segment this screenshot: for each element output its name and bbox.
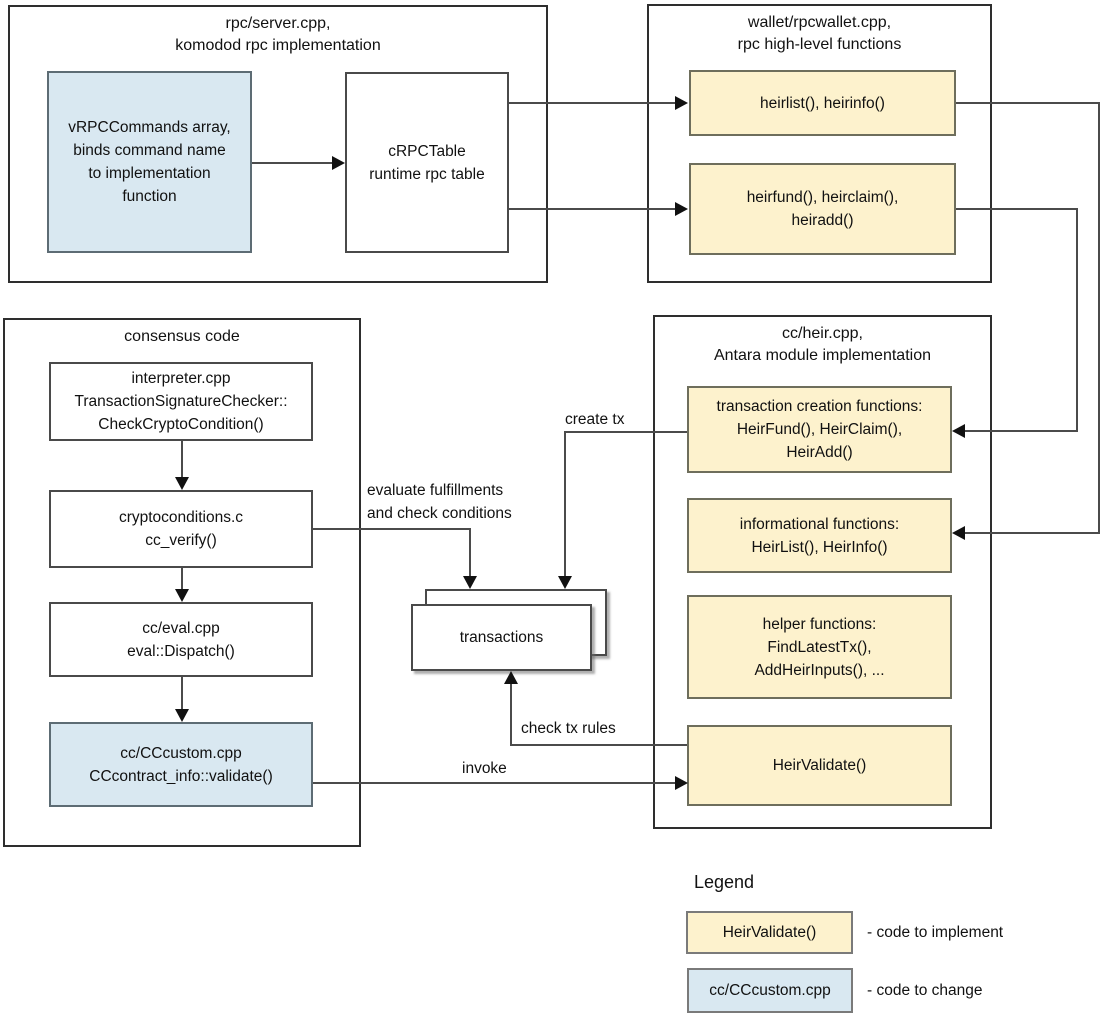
edge-label-evaluate — [367, 479, 512, 525]
tx-creation-box — [687, 386, 952, 473]
box-line: TransactionSignatureChecker:: — [74, 393, 288, 410]
vrpc-commands-box — [47, 71, 252, 253]
arrowhead-icon — [175, 709, 189, 722]
edge-txcreation-to-transactions — [564, 431, 566, 576]
box-line: binds command name — [73, 142, 226, 159]
edge-heirlist-to-informational — [965, 532, 1100, 534]
box-line: HeirValidate() — [772, 757, 867, 774]
box-line: FindLatestTx(), — [767, 638, 872, 656]
edge-crypto-to-transactions — [469, 528, 471, 576]
box-line: heiradd() — [791, 212, 854, 229]
box-line: cryptoconditions.c — [118, 509, 244, 526]
box-line: runtime rpc table — [369, 165, 485, 183]
group-title-line: cc/heir.cpp, — [782, 325, 863, 342]
group-consensus-title — [5, 326, 359, 348]
group-title-line: Antara module implementation — [713, 347, 931, 364]
group-title-line: consensus code — [124, 328, 240, 345]
edge-label-check-tx-rules: check tx rules — [521, 720, 616, 737]
box-line: cc_verify() — [145, 532, 217, 549]
box-line: HeirAdd() — [786, 444, 853, 461]
legend-item-implement-label: - code to implement — [867, 923, 1004, 941]
box-line: function — [122, 188, 177, 205]
box-line: heirfund(), heirclaim(), — [746, 189, 899, 206]
arrowhead-icon — [175, 477, 189, 490]
box-line: transaction creation functions: — [716, 398, 923, 415]
edge-crpc-to-heirfund — [509, 208, 676, 210]
box-line: HeirList(), HeirInfo() — [751, 538, 888, 556]
edge-heirvalidate-to-transactions — [510, 744, 687, 746]
edge-heirvalidate-to-transactions — [510, 683, 512, 745]
group-heir-title — [655, 323, 990, 367]
arrowhead-icon — [332, 156, 345, 170]
arrowhead-icon — [675, 202, 688, 216]
heirfund-rpc-box — [689, 163, 956, 255]
legend-item-change-label: - code to change — [867, 981, 983, 999]
group-title-line: rpc/server.cpp, — [225, 15, 331, 32]
cryptoconditions-box — [49, 490, 313, 568]
legend-swatch-implement — [686, 911, 853, 954]
arrowhead-icon — [463, 576, 477, 589]
box-line: HeirFund(), HeirClaim(), — [736, 421, 903, 438]
interpreter-box — [49, 362, 313, 441]
edge-label-line: evaluate fulfillments — [367, 482, 504, 499]
box-line: interpreter.cpp — [131, 370, 231, 387]
group-wallet-title — [649, 12, 990, 56]
arrowhead-icon — [675, 776, 688, 790]
arrowhead-icon — [952, 526, 965, 540]
legend-title: Legend — [694, 872, 755, 892]
edge-label-create-tx: create tx — [565, 411, 625, 428]
edge-txcreation-to-transactions — [564, 431, 687, 433]
box-line: informational functions: — [739, 515, 900, 533]
cc-eval-box — [49, 602, 313, 677]
group-title-line: komodod rpc implementation — [175, 37, 381, 54]
arrowhead-icon — [175, 589, 189, 602]
box-line: cc/eval.cpp — [142, 619, 220, 637]
legend-swatch-change — [687, 968, 853, 1013]
legend-swatch-label: cc/CCcustom.cpp — [709, 982, 831, 999]
box-line: eval::Dispatch() — [127, 642, 235, 660]
cc-custom-box — [49, 722, 313, 807]
edge-label-invoke: invoke — [462, 760, 507, 777]
edge-crypto-to-eval — [181, 568, 183, 589]
box-line: transactions — [459, 629, 544, 646]
edge-heirlist-to-informational — [956, 102, 1100, 104]
edge-cccustom-to-heirvalidate — [313, 782, 675, 784]
transactions-box — [411, 604, 592, 671]
informational-box — [687, 498, 952, 573]
group-rpc-server-title — [10, 13, 546, 57]
helper-box — [687, 595, 952, 699]
edge-crpc-to-heirlist — [509, 102, 676, 104]
heir-validate-box — [687, 725, 952, 806]
group-title-line: rpc high-level functions — [737, 36, 902, 53]
box-line: helper functions: — [762, 615, 877, 633]
arrowhead-icon — [558, 576, 572, 589]
box-line: vRPCCommands array, — [68, 119, 231, 136]
box-line: cc/CCcustom.cpp — [120, 744, 242, 762]
edge-eval-to-cccustom — [181, 677, 183, 709]
heirlist-rpc-box — [689, 70, 956, 136]
edge-label-line: and check conditions — [367, 505, 512, 522]
edge-heirfund-to-txcreation — [956, 208, 1078, 210]
group-title-line: wallet/rpcwallet.cpp, — [747, 14, 892, 31]
arrowhead-icon — [675, 96, 688, 110]
box-line: AddHeirInputs(), ... — [754, 661, 885, 679]
edge-heirfund-to-txcreation — [965, 430, 1078, 432]
arrowhead-icon — [504, 671, 518, 684]
edge-crypto-to-transactions — [313, 528, 470, 530]
edge-heirlist-to-informational — [1098, 102, 1100, 534]
box-line: to implementation — [88, 165, 211, 182]
crpc-table-box — [345, 72, 509, 253]
edge-interpreter-to-crypto — [181, 441, 183, 477]
edge-heirfund-to-txcreation — [1076, 208, 1078, 432]
box-line: cRPCTable — [388, 142, 466, 160]
box-line: CCcontract_info::validate() — [89, 767, 273, 785]
arrowhead-icon — [952, 424, 965, 438]
edge-vrpc-to-crpc — [252, 162, 334, 164]
box-line: CheckCryptoCondition() — [98, 416, 264, 433]
box-line: heirlist(), heirinfo() — [760, 94, 885, 112]
legend-swatch-label: HeirValidate() — [722, 924, 817, 941]
